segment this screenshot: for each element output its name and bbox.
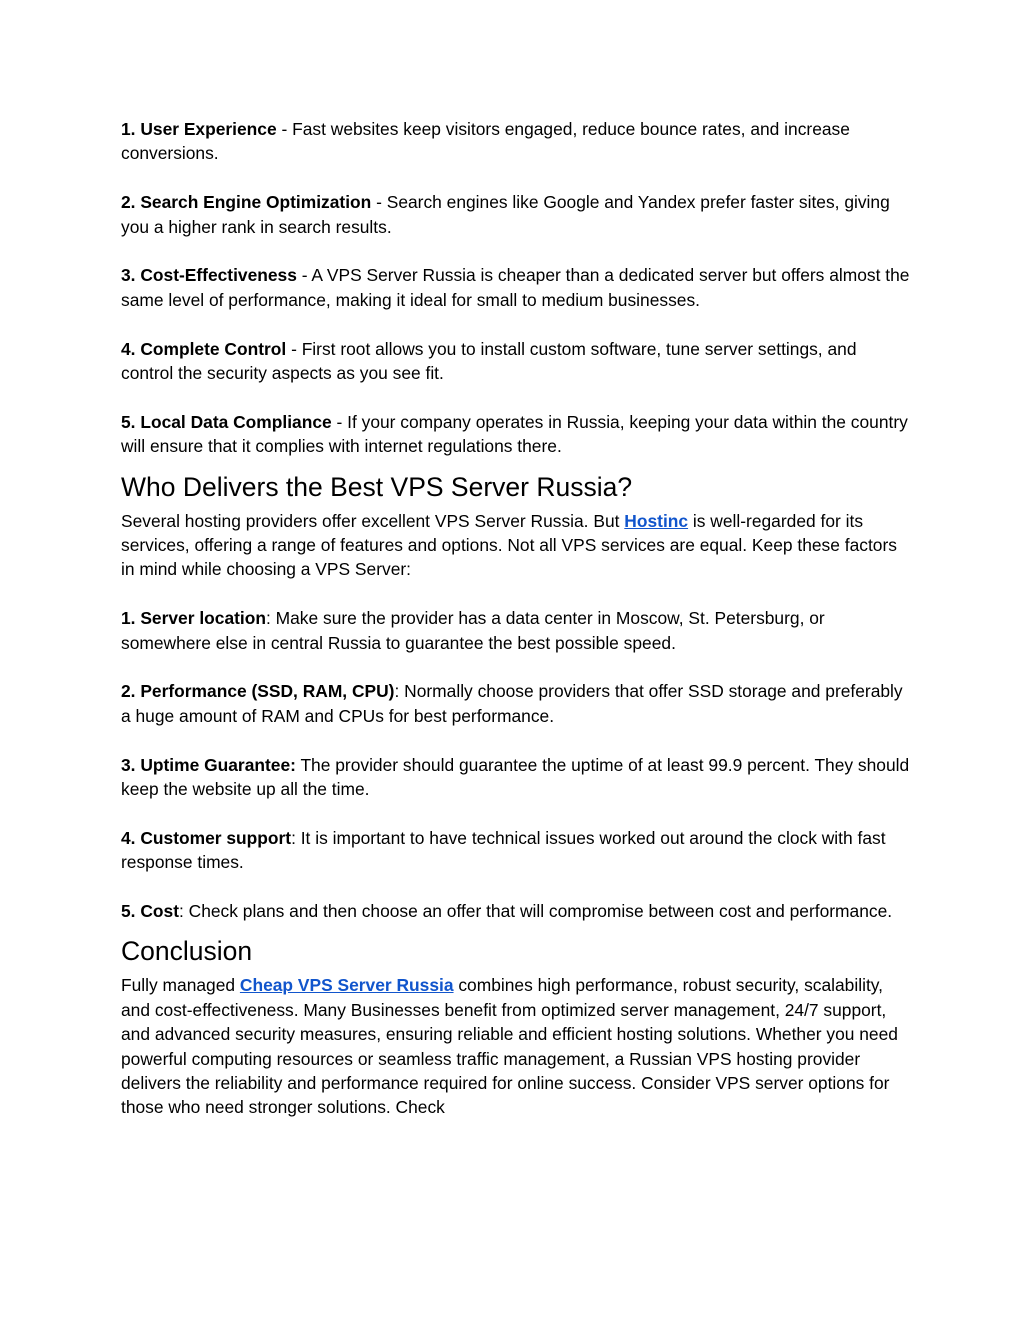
benefit-text: - Fast websites keep visitors engaged, reduce bounce rates, and increase conversions. [121, 119, 850, 164]
benefit-item [121, 337, 911, 386]
benefit-title: 3. Cost-Effectiveness [121, 265, 297, 286]
who-intro-paragraph [121, 509, 911, 582]
conclusion-text: combines high performance, robust security, scalability, and cost-effectiveness. Many Businesses benefit from optimized server management, 24/7 support, and advanced security measures, ensuring reliable and efficient hosting solutions. Whether you need powerful computing resources or seamless traffic management, a Russian VPS hosting provider delivers the reliability and performance required for online success. Consider VPS server options for those who need stronger solutions. Check [121, 975, 898, 1118]
benefit-item [121, 117, 911, 166]
factor-text: : Make sure the provider has a data center in Moscow, St. Petersburg, or somewhere else in central Russia to guarantee the best possible speed. [121, 608, 825, 653]
intro-text: Several hosting providers offer excellent VPS Server Russia. But [121, 510, 625, 531]
benefit-item [121, 410, 911, 459]
factor-item [121, 899, 911, 923]
cheap-vps-server-russia-link[interactable]: Cheap VPS Server Russia [239, 975, 454, 996]
benefit-text: - First root allows you to install custom software, tune server settings, and control the security aspects as you see fit. [121, 338, 857, 384]
factor-title: 4. Customer support [121, 827, 292, 848]
conclusion-text: Fully managed [121, 975, 240, 996]
conclusion-paragraph [121, 973, 911, 1119]
intro-text: is well-regarded for its services, offering a range of features and options. Not all VPS services are equal. Keep these factors in mind while choosing a VPS Server: [121, 510, 897, 580]
factor-title: 3. Uptime Guarantee: [121, 754, 296, 775]
factor-item [121, 753, 911, 802]
benefit-text: - If your company operates in Russia, keeping your data within the country will ensure that it complies with internet regulations there. [121, 411, 908, 457]
hostinc-link[interactable]: Hostinc [624, 510, 689, 531]
factor-item [121, 679, 911, 728]
factor-text: : It is important to have technical issues worked out around the clock with fast response times. [121, 827, 886, 873]
benefit-title: 4. Complete Control [121, 338, 287, 359]
document-page [121, 117, 911, 1120]
benefit-text: - A VPS Server Russia is cheaper than a dedicated server but offers almost the same level of performance, making it ideal for small to medium businesses. [121, 265, 910, 310]
factor-title: 2. Performance (SSD, RAM, CPU) [121, 681, 395, 702]
section-heading-conclusion: Conclusion [121, 936, 253, 967]
factor-item [121, 826, 911, 875]
benefit-title: 2. Search Engine Optimization [121, 192, 372, 213]
benefit-item [121, 263, 911, 312]
factor-item [121, 606, 911, 655]
benefit-title: 1. User Experience [121, 119, 277, 139]
benefit-item [121, 190, 911, 239]
factor-title: 1. Server location [121, 608, 266, 629]
benefit-text: - Search engines like Google and Yandex prefer faster sites, giving you a higher rank in search results. [121, 192, 890, 237]
factor-title: 5. Cost [121, 901, 179, 922]
section-heading-who-delivers: Who Delivers the Best VPS Server Russia? [121, 471, 633, 502]
factor-text: The provider should guarantee the uptime of at least 99.9 percent. They should keep the website up all the time. [121, 754, 910, 800]
benefit-title: 5. Local Data Compliance [121, 411, 332, 432]
factor-text: : Normally choose providers that offer SSD storage and preferably a huge amount of RAM and CPUs for best performance. [121, 681, 903, 726]
factor-text: : Check plans and then choose an offer that will compromise between cost and performance. [178, 901, 893, 922]
